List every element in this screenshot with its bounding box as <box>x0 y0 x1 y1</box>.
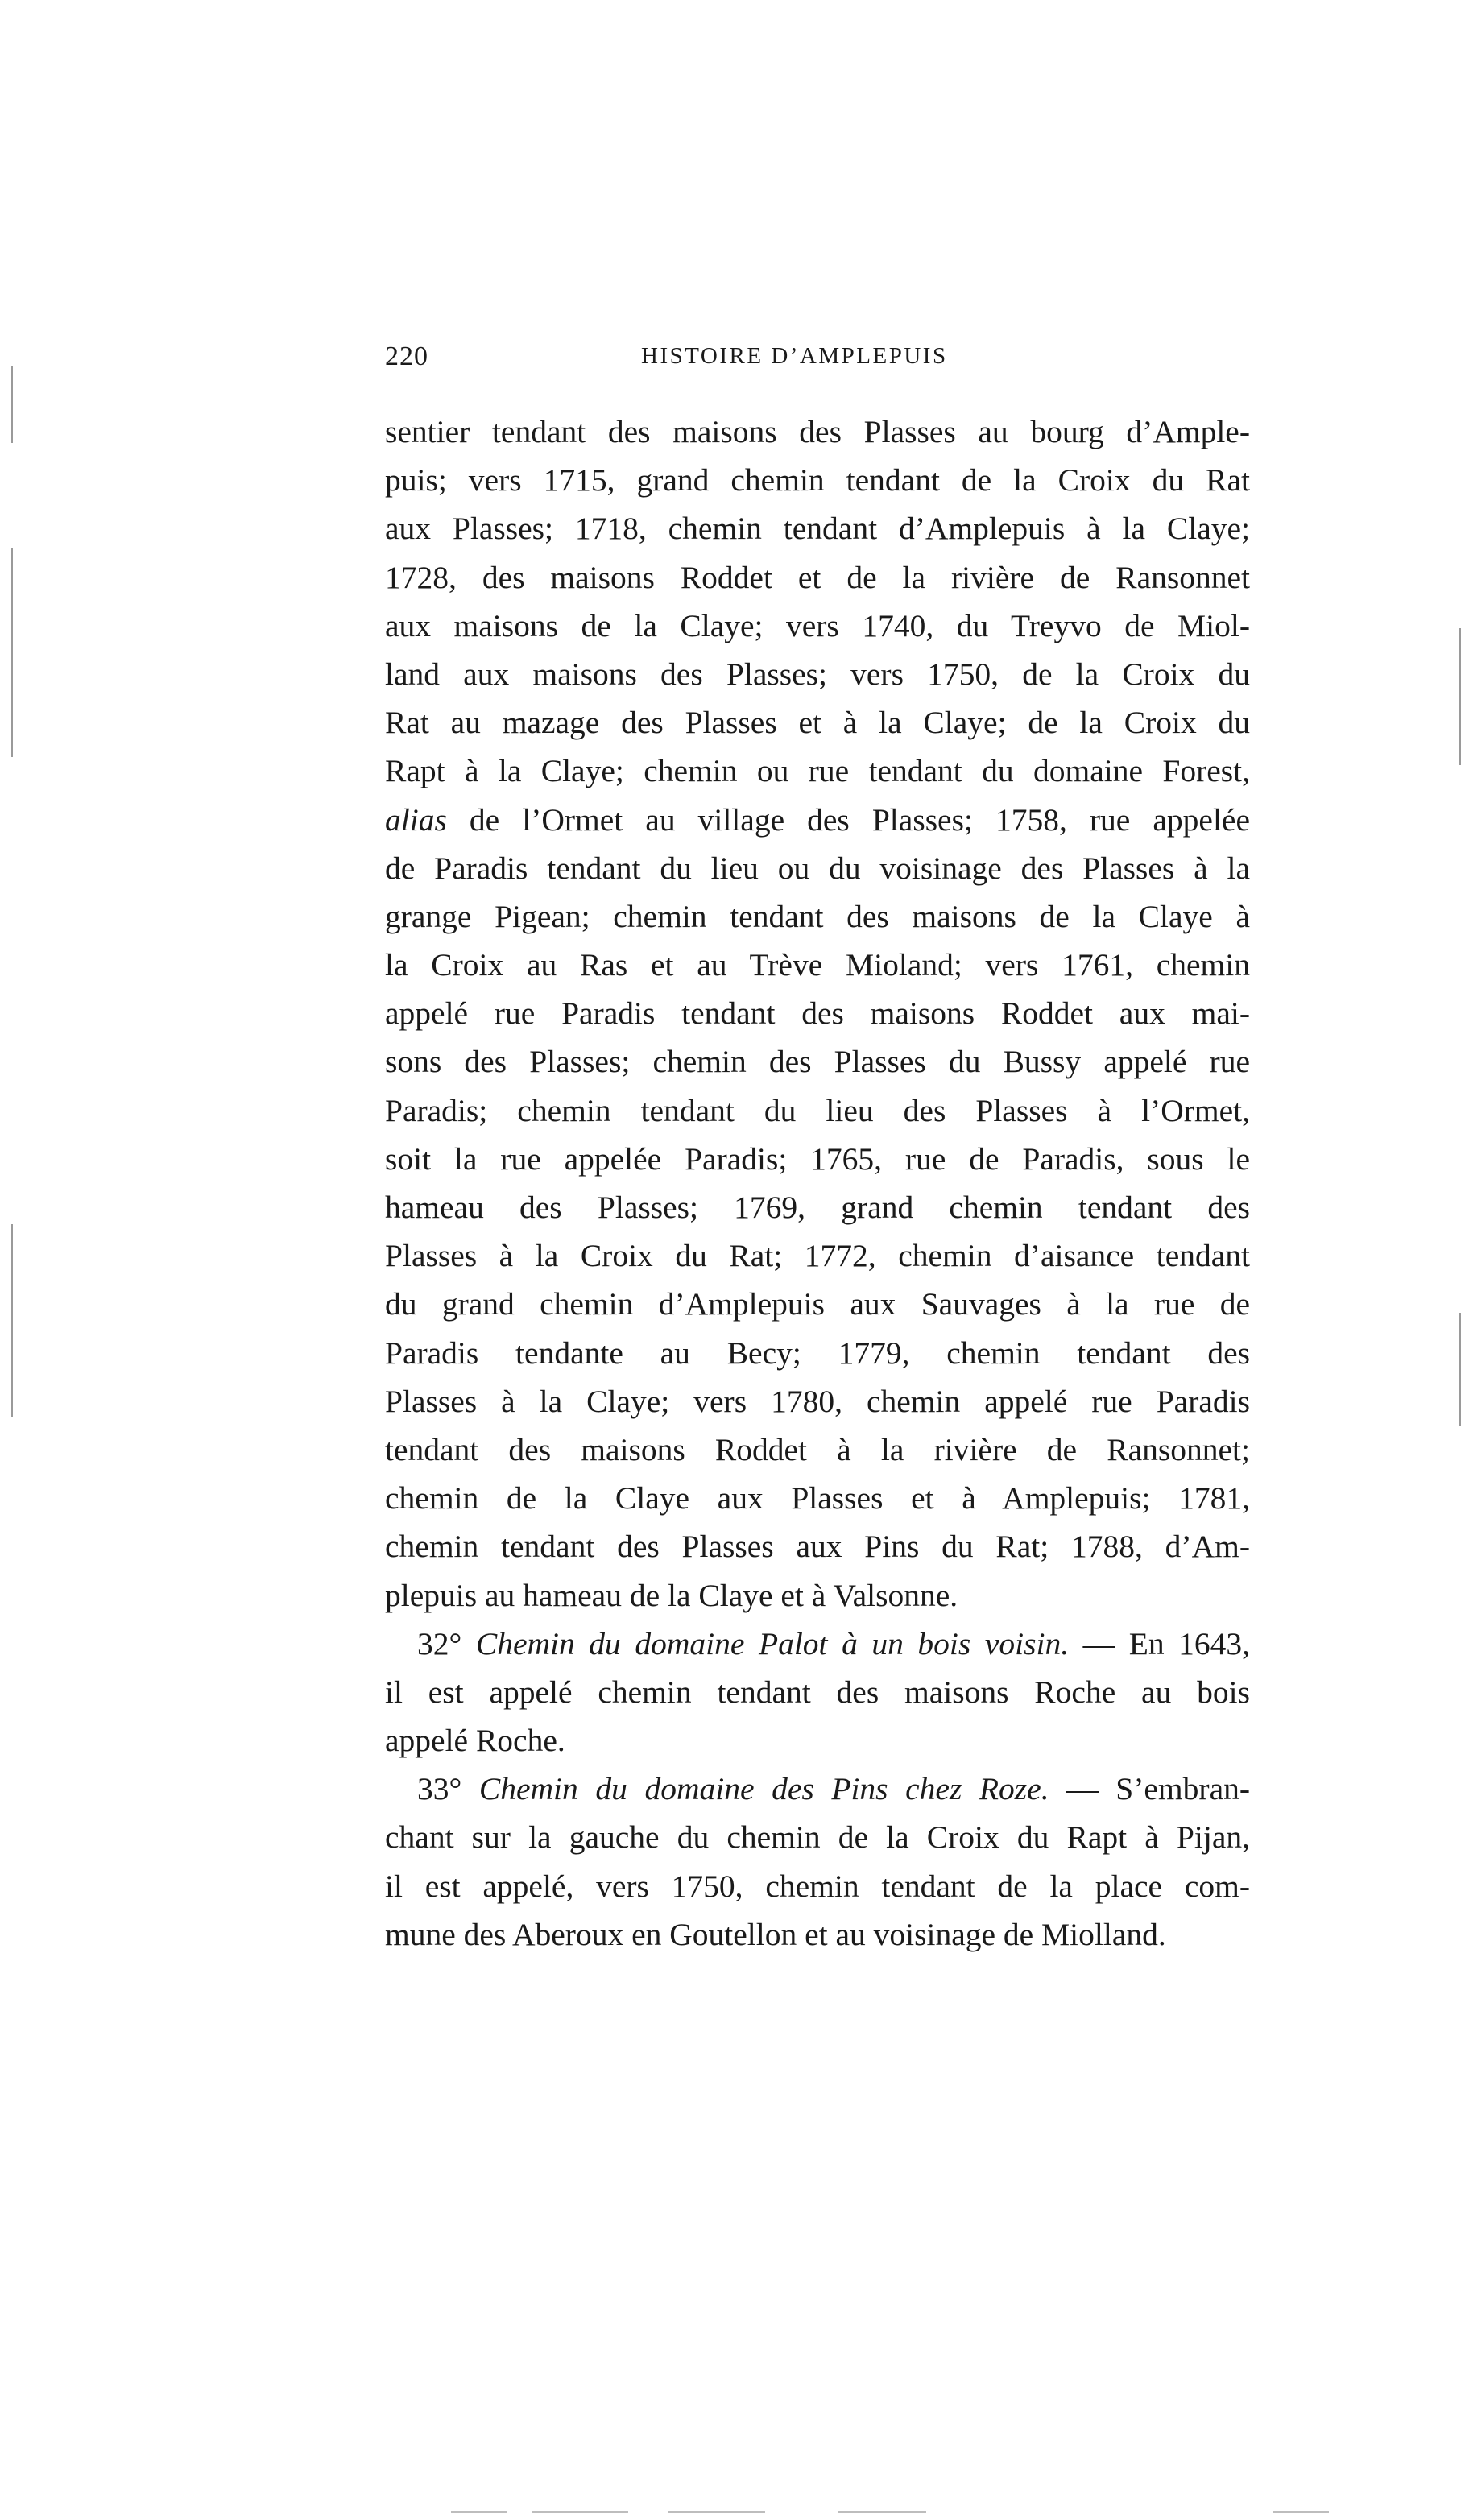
bottom-rule <box>1273 2511 1329 2513</box>
text-line: chant sur la gauche du chemin de la Croix du Rapt à Pijan, <box>385 1819 1250 1856</box>
bottom-rule <box>451 2511 507 2513</box>
body-text <box>385 408 1250 1959</box>
text-line-rest: de l’Ormet au village des Plasses; 1758, rue appelée <box>469 801 1250 838</box>
section-33-heading-line <box>385 1765 1250 1813</box>
section-32-heading-line <box>385 1620 1250 1668</box>
running-head: HISTOIRE D’AMPLEPUIS <box>641 343 948 369</box>
text-line: 1728, des maisons Roddet et de la rivière de Ransonnet <box>385 559 1250 595</box>
scan-edge-mark <box>11 548 13 757</box>
text-line: Plasses à la Croix du Rat; 1772, chemin d’aisance tendant <box>385 1238 1250 1274</box>
text-line: sentier tendant des maisons des Plasses au bourg d’Ample- <box>385 414 1250 449</box>
section-33-text: — S’embran- <box>1049 1771 1250 1807</box>
text-line: appelé Roche. <box>385 1723 565 1759</box>
text-line: il est appelé chemin tendant des maisons Roche au bois <box>385 1674 1250 1710</box>
text-line: il est appelé, vers 1750, chemin tendant de la place com- <box>385 1868 1250 1904</box>
text-line: chemin tendant des Plasses aux Pins du Rat; 1788, d’Am- <box>385 1529 1250 1565</box>
text-line <box>385 796 1250 844</box>
page-number: 220 <box>385 341 428 371</box>
section-32-title: Chemin du domaine Palot à un bois voisin. <box>475 1625 1070 1661</box>
scan-edge-mark <box>11 366 13 443</box>
text-line: hameau des Plasses; 1769, grand chemin tendant des <box>385 1190 1250 1225</box>
text-line: aux Plasses; 1718, chemin tendant d’Amplepuis à la Claye; <box>385 511 1250 547</box>
text-line: de Paradis tendant du lieu ou du voisinage des Plasses à la <box>385 850 1250 886</box>
scan-edge-mark <box>1459 1313 1461 1426</box>
text-line: sons des Plasses; chemin des Plasses du Bussy appelé rue <box>385 1044 1250 1080</box>
page-header <box>385 341 1255 382</box>
text-line: Rapt à la Claye; chemin ou rue tendant du domaine Forest, <box>385 753 1250 789</box>
text-line: soit la rue appelée Paradis; 1765, rue de Paradis, sous le <box>385 1140 1250 1177</box>
text-line: appelé rue Paradis tendant des maisons Roddet aux mai- <box>385 995 1250 1032</box>
alias-word: alias <box>385 801 447 838</box>
bottom-rule <box>532 2511 628 2513</box>
text-line: puis; vers 1715, grand chemin tendant de la Croix du Rat <box>385 462 1250 499</box>
text-line: plepuis au hameau de la Claye et à Valsonne. <box>385 1577 958 1613</box>
text-line: chemin de la Claye aux Plasses et à Amplepuis; 1781, <box>385 1480 1250 1517</box>
section-32-text: — En 1643, <box>1069 1625 1251 1661</box>
bottom-rule <box>838 2511 926 2513</box>
text-line: du grand chemin d’Amplepuis aux Sauvages à la rue de <box>385 1286 1250 1322</box>
scan-edge-mark <box>1459 628 1461 765</box>
text-line: Paradis tendante au Becy; 1779, chemin tendant des <box>385 1334 1250 1371</box>
text-line: mune des Aberoux en Goutellon et au voisinage de Miolland. <box>385 1916 1166 1952</box>
section-33-title: Chemin du domaine des Pins chez Roze. <box>478 1771 1049 1807</box>
section-32-number: 32° <box>417 1625 462 1661</box>
text-line: aux maisons de la Claye; vers 1740, du Treyvo de Miol- <box>385 607 1250 643</box>
section-33-number: 33° <box>417 1771 462 1807</box>
text-line: Paradis; chemin tendant du lieu des Plasses à l’Ormet, <box>385 1092 1250 1128</box>
text-line: Plasses à la Claye; vers 1780, chemin appelé rue Paradis <box>385 1383 1250 1419</box>
text-line: grange Pigean; chemin tendant des maisons de la Claye à <box>385 898 1250 934</box>
text-line: tendant des maisons Roddet à la rivière de Ransonnet; <box>385 1431 1250 1467</box>
scan-edge-mark <box>11 1224 13 1417</box>
text-line: land aux maisons des Plasses; vers 1750, de la Croix du <box>385 656 1250 692</box>
text-line: Rat au mazage des Plasses et à la Claye; de la Croix du <box>385 705 1250 741</box>
text-line: la Croix au Ras et au Trève Mioland; vers 1761, chemin <box>385 947 1250 983</box>
bottom-rule <box>668 2511 765 2513</box>
